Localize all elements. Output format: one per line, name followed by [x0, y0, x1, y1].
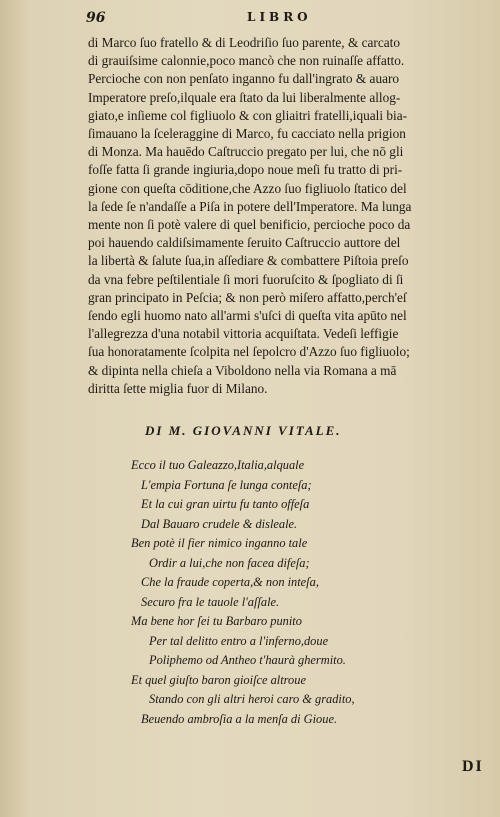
poem-line: Securo fra le tauole l'aſſale. [141, 594, 280, 609]
prose-line: ſua honoratamente ſcolpita nel ſepolcro d'Azzo ſuo figliuolo; [88, 344, 410, 360]
poem-line: Ben potè il fier nimico inganno tale [131, 536, 308, 550]
prose-line: Imperatore preſo,ilquale era ſtato da lui liberalmente allog- [88, 89, 401, 105]
poem-line: Per tal delitto entro a l'inferno,doue [149, 633, 329, 648]
poem-line: Dal Bauaro crudele & disleale. [141, 516, 298, 531]
poem-line: Beuendo ambroſia a la menſa di Gioue. [141, 711, 338, 726]
prose-line: giato,e inſieme col figliuolo & con gliaitri fratelli,iquali bia- [88, 107, 408, 123]
prose-line: ſimauano la ſceleraggine di Marco, fu cacciato nella prigion [88, 126, 406, 142]
poem-line: Poliphemo od Antheo t'haurà ghermito. [149, 653, 346, 667]
prose-line: la ſede ſe n'andaſſe a Piſa in potere dell'Imperatore. Ma lunga [88, 198, 412, 214]
poem-line: Che la fraude coperta,& non inteſa, [141, 575, 319, 589]
page-number: 96 [86, 10, 106, 26]
sonnet-block [131, 456, 461, 729]
prose-line: ſendo egli huomo nato all'armi s'uſci di queſta vita apūto nel [88, 308, 407, 324]
prose-line: mente non ſi potè valere di quel benificio, percioche poco da [88, 217, 411, 233]
prose-block [88, 34, 500, 398]
running-title: LIBRO [247, 10, 312, 24]
prose-line: diritta ſette miglia fuor di Milano. [88, 380, 268, 396]
poem-line: Et la cui gran uirtu fu tanto offeſa [141, 497, 310, 511]
prose-line: di grauiſsime calonnie,poco mancò che non ruinaſſe affatto. [88, 53, 405, 69]
prose-line: poi hauendo caldiſsimamente ſeruito Caſtruccio auttore del [88, 235, 401, 251]
poem-line: Et quel giuſto baron gioiſce altroue [131, 672, 306, 687]
prose-line: l'allegrezza d'una notabil vittoria acquiſtata. Vedeſi leffigie [88, 326, 399, 342]
poem-heading: DI M. GIOVANNI VITALE. [145, 423, 342, 438]
poem-line: Ordir a lui,che non facea difeſa; [149, 555, 310, 570]
prose-line: Percioche con non penſato inganno fu dall'ingrato & auaro [88, 71, 400, 87]
prose-line: la libertà & ſalute ſua,in aſſediare & combattere Piſtoia preſo [88, 253, 409, 269]
prose-line: di Monza. Ma hauēdo Caſtruccio pregato per lui, che nō gli [88, 144, 404, 160]
prose-line: foſſe fatta ſi grande ingiuria,dopo noue meſi fu tratto di pri- [88, 162, 403, 178]
poem-line: L'empia Fortuna ſe lunga conteſa; [141, 477, 312, 492]
prose-line: gran principato in Peſcia; & non però miſero affatto,perch'eſ [88, 289, 407, 305]
prose-line: & dipinta nella chieſa a Viboldono nella via Romana a mā [88, 362, 397, 378]
prose-line: da vna febre peſtilentiale ſi mori fuoruſcito & ſpogliato di ſi [88, 271, 404, 287]
prose-line: gione con queſta cōditione,che Azzo ſuo figliuolo ſtatico del [88, 180, 407, 196]
poem-line: Stando con gli altri heroi caro & gradito, [149, 692, 355, 706]
catchword: DI [462, 758, 484, 775]
poem-line: Ecco il tuo Galeazzo,Italia,alquale [131, 458, 305, 472]
prose-line: di Marco ſuo fratello & di Leodriſio ſuo parente, & carcato [88, 35, 400, 50]
poem-line: Ma bene hor ſei tu Barbaro punito [131, 614, 302, 628]
